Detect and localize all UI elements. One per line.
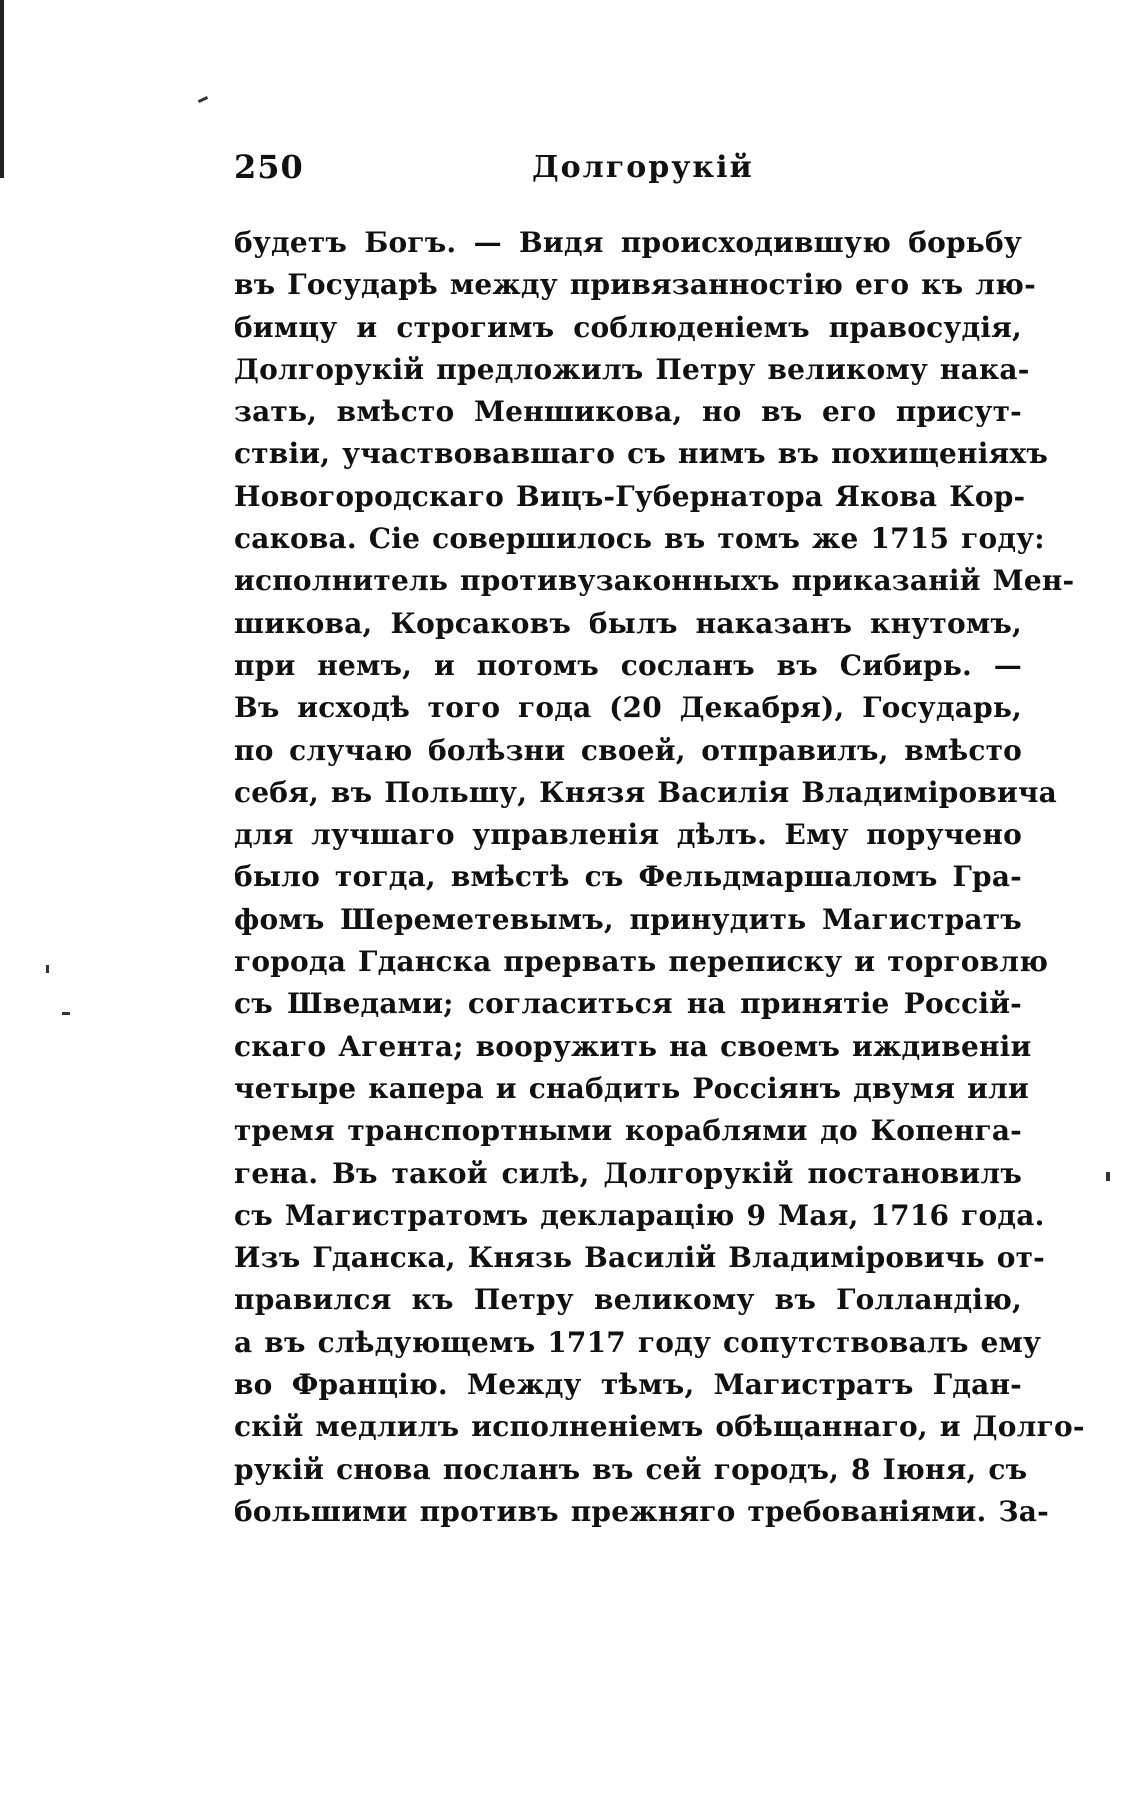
running-head: Долгорукій (532, 150, 754, 185)
text-line: будетъ Богъ. — Видя происходившую борьбу (234, 226, 1022, 259)
text-line: фомъ Шереметевымъ, принудить Магистратъ (234, 902, 1022, 936)
page-edge (0, 0, 4, 178)
text-line: съ Магистратомъ декларацію 9 Мая, 1716 года. (234, 1198, 1045, 1232)
text-line: въ Государѣ между привязанностію его къ лю- (234, 268, 1036, 302)
stray-mark (1106, 1172, 1110, 1181)
text-line: скій медлилъ исполненіемъ обѣщаннаго, и Долго- (234, 1410, 1085, 1444)
page-number: 250 (234, 148, 304, 186)
text-line: а въ слѣдующемъ 1717 году сопутствовалъ ему (234, 1325, 1042, 1359)
text-line: Изъ Гданска, Князь Василій Владиміровичь от- (234, 1241, 1045, 1275)
text-line: правился къ Петру великому въ Голландію, (234, 1283, 1022, 1317)
text-line: большими противъ прежняго требованіями. За- (234, 1494, 1049, 1528)
text-line: гена. Въ такой силѣ, Долгорукій постановилъ (234, 1156, 1022, 1190)
text-line: Долгорукій предложилъ Петру великому нака- (234, 352, 1030, 386)
text-line: при немъ, и потомъ сосланъ въ Сибирь. — (234, 648, 1022, 682)
stray-mark (198, 96, 208, 103)
text-line: зать, вмѣсто Меншикова, но въ его присут- (234, 395, 1022, 429)
page-header (234, 148, 1022, 198)
text-line: во Францію. Между тѣмъ, Магистратъ Гдан- (234, 1368, 1022, 1402)
text-line: тремя транспортными кораблями до Копенга- (234, 1114, 1022, 1148)
stray-mark (46, 965, 49, 973)
text-line: рукій снова посланъ въ сей городъ, 8 Іюня, съ (234, 1452, 1028, 1486)
text-line: было тогда, вмѣстѣ съ Фельдмаршаломъ Гра- (234, 860, 1022, 894)
text-line: четыре капера и снабдить Россіянъ двумя или (234, 1071, 1029, 1105)
text-line: скаго Агента; вооружить на своемъ иждивеніи (234, 1029, 1032, 1063)
text-line: города Гданска прервать переписку и торговлю (234, 945, 1049, 979)
text-line: шикова, Корсаковъ былъ наказанъ кнутомъ, (234, 606, 1022, 640)
body-text (234, 222, 1085, 1533)
text-line: съ Шведами; согласиться на принятіе Россій- (234, 987, 1022, 1021)
text-line: по случаю болѣзни своей, отправилъ, вмѣсто (234, 733, 1022, 767)
text-line: для лучшаго управленія дѣлъ. Ему поручено (234, 818, 1022, 852)
text-line: ствіи, участвовавшаго съ нимъ въ похищеніяхъ (234, 437, 1049, 471)
text-line: сакова. Сіе совершилось въ томъ же 1715 году: (234, 522, 1045, 556)
text-line: Въ исходѣ того года (20 Декабря), Государь, (234, 691, 1022, 725)
text-line: бимцу и строгимъ соблюденіемъ правосудія, (234, 310, 1022, 344)
text-line: исполнитель противузаконныхъ приказаній Мен- (234, 564, 1075, 598)
text-line: Новогородскаго Вицъ-Губернатора Якова Кор- (234, 479, 1026, 513)
stray-mark (62, 1012, 70, 1015)
text-line: себя, въ Польшу, Князя Василія Владиміровича (234, 775, 1058, 809)
